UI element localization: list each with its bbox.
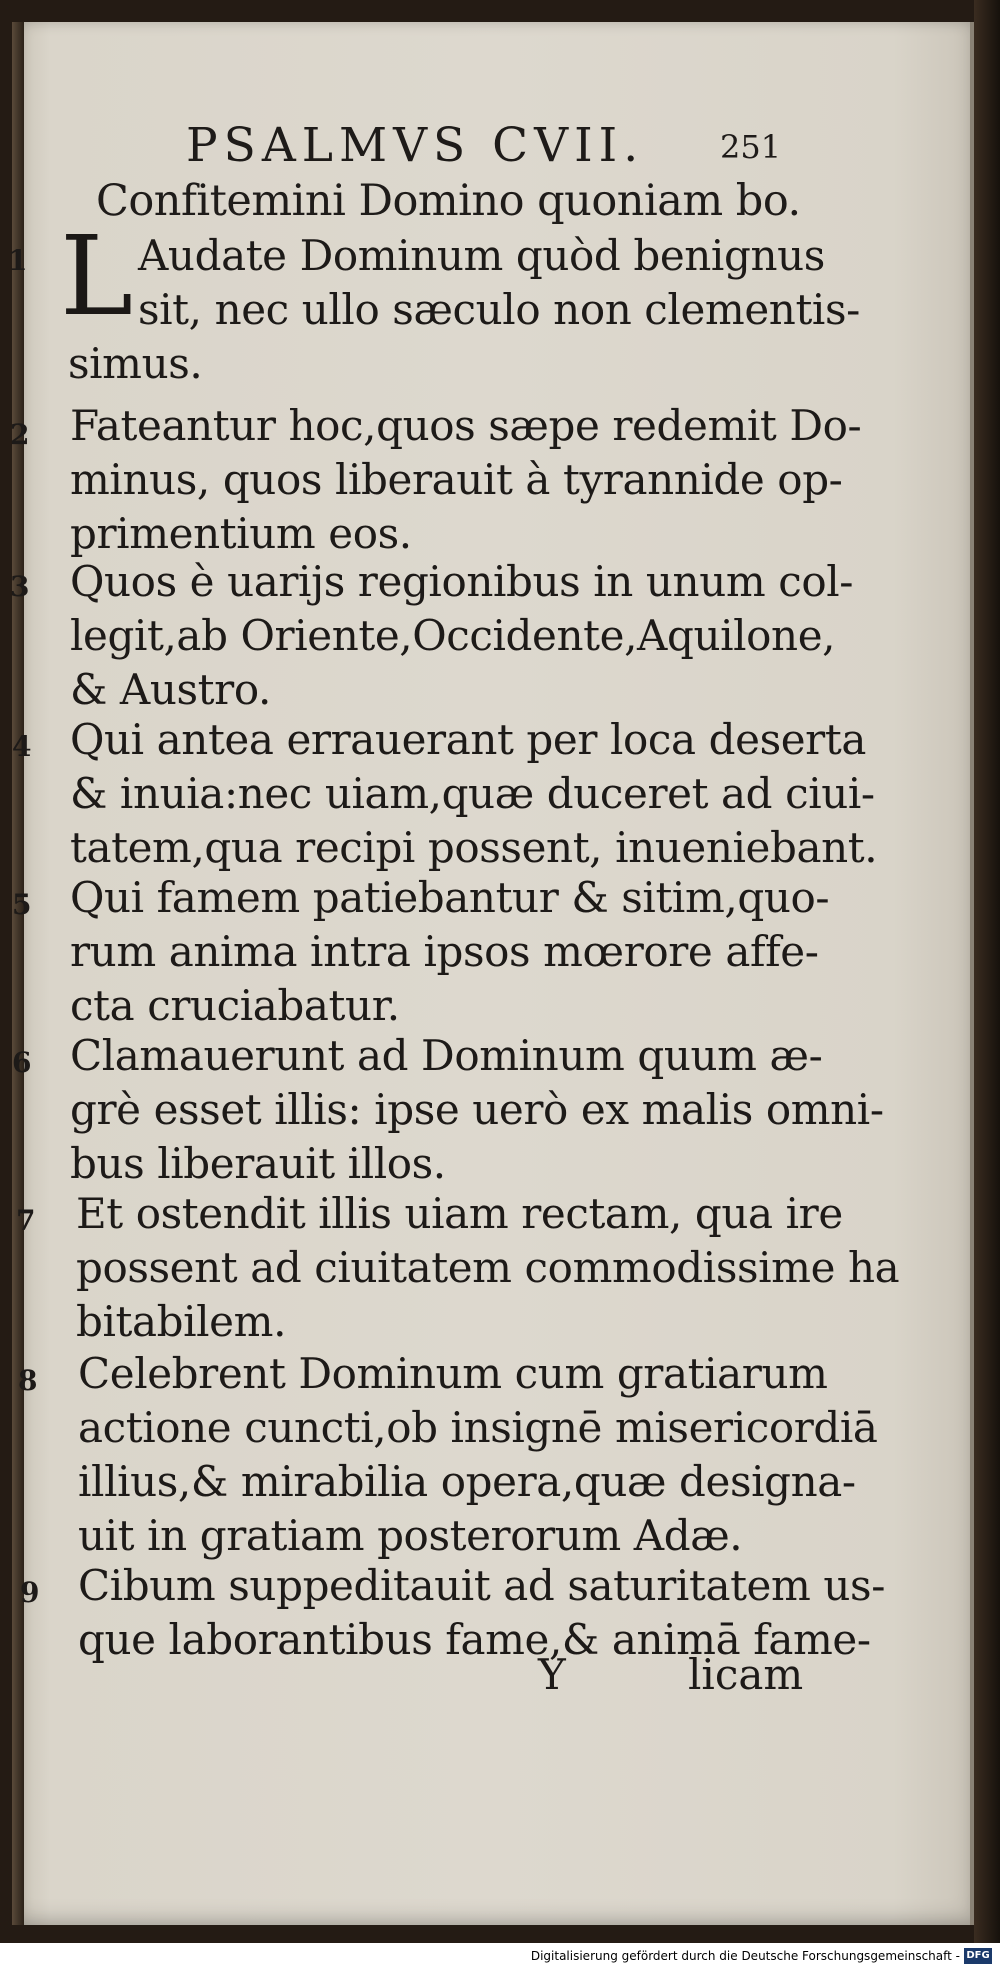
text-line: Qui antea errauerant per loca deserta xyxy=(70,715,866,764)
verse-number: 8 xyxy=(18,1364,38,1397)
dfg-logo-icon: DFG xyxy=(964,1948,992,1964)
text-line: rum anima intra ipsos mœrore affe- xyxy=(70,927,819,976)
text-line: Cibum suppeditauit ad saturitatem us- xyxy=(78,1561,885,1610)
text-line: Et ostendit illis uiam rectam, qua ire xyxy=(76,1189,843,1238)
verse-number: 7 xyxy=(16,1204,36,1237)
text-line: Quos è uarijs regionibus in unum col- xyxy=(70,557,854,606)
text-line: legit,ab Oriente,Occidente,Aquilone, xyxy=(70,611,836,660)
digitization-footer xyxy=(0,1943,1000,1971)
text-line: tatem,qua recipi possent, inueniebant. xyxy=(70,823,878,872)
drop-cap: L xyxy=(60,212,134,340)
psalm-incipit: Confitemini Domino quoniam bo. xyxy=(96,176,801,226)
text-line: primentium eos. xyxy=(70,509,412,558)
text-line: possent ad ciuitatem commodissime ha xyxy=(76,1243,900,1292)
psalm-title: PSALMVS CVII. xyxy=(186,118,645,173)
text-line: bitabilem. xyxy=(76,1297,287,1346)
text-line: & Austro. xyxy=(70,665,271,714)
text-line: & inuia:nec uiam,quæ duceret ad ciui- xyxy=(70,769,875,818)
verse-number: 1 xyxy=(8,244,28,277)
running-head xyxy=(186,118,786,178)
text-line: cta cruciabatur. xyxy=(70,981,400,1030)
verse-number: 3 xyxy=(10,570,30,603)
catchword: licam xyxy=(688,1650,804,1699)
verse-number: 2 xyxy=(10,418,30,451)
text-line: uit in gratiam posterorum Adæ. xyxy=(78,1511,743,1560)
page-edge-shadow xyxy=(974,0,1000,1971)
text-line: minus, quos liberauit à tyrannide op- xyxy=(70,455,843,504)
text-line: illius,& mirabilia opera,quæ designa- xyxy=(78,1457,856,1506)
verse-number: 6 xyxy=(12,1046,32,1079)
text-line: que laborantibus fame,& animā fame- xyxy=(78,1615,871,1664)
text-line: Qui famem patiebantur & sitim,quo- xyxy=(70,873,830,922)
dfg-credit-text: Digitalisierung gefördert durch die Deutsche Forschungsgemeinschaft - xyxy=(530,1949,960,1963)
page-number: 251 xyxy=(720,128,782,166)
book-spine-shadow xyxy=(12,22,24,1925)
text-line: Fateantur hoc,quos sæpe redemit Do- xyxy=(70,401,862,450)
signature-mark: Y xyxy=(538,1650,566,1699)
text-line: grè esset illis: ipse uerò ex malis omni- xyxy=(70,1085,884,1134)
text-line: Celebrent Dominum cum gratiarum xyxy=(78,1349,828,1398)
verse-number: 5 xyxy=(12,888,32,921)
verse-number: 4 xyxy=(12,730,32,763)
text-line: actione cuncti,ob insignē misericordiā xyxy=(78,1403,878,1452)
text-line: sit, nec ullo sæculo non clementis- xyxy=(138,285,860,334)
text-line: Audate Dominum quòd benignus xyxy=(138,231,825,280)
text-line: bus liberauit illos. xyxy=(70,1139,446,1188)
text-line: Clamauerunt ad Dominum quum æ- xyxy=(70,1031,823,1080)
verse-number: 9 xyxy=(20,1576,40,1609)
text-line: simus. xyxy=(68,339,203,388)
